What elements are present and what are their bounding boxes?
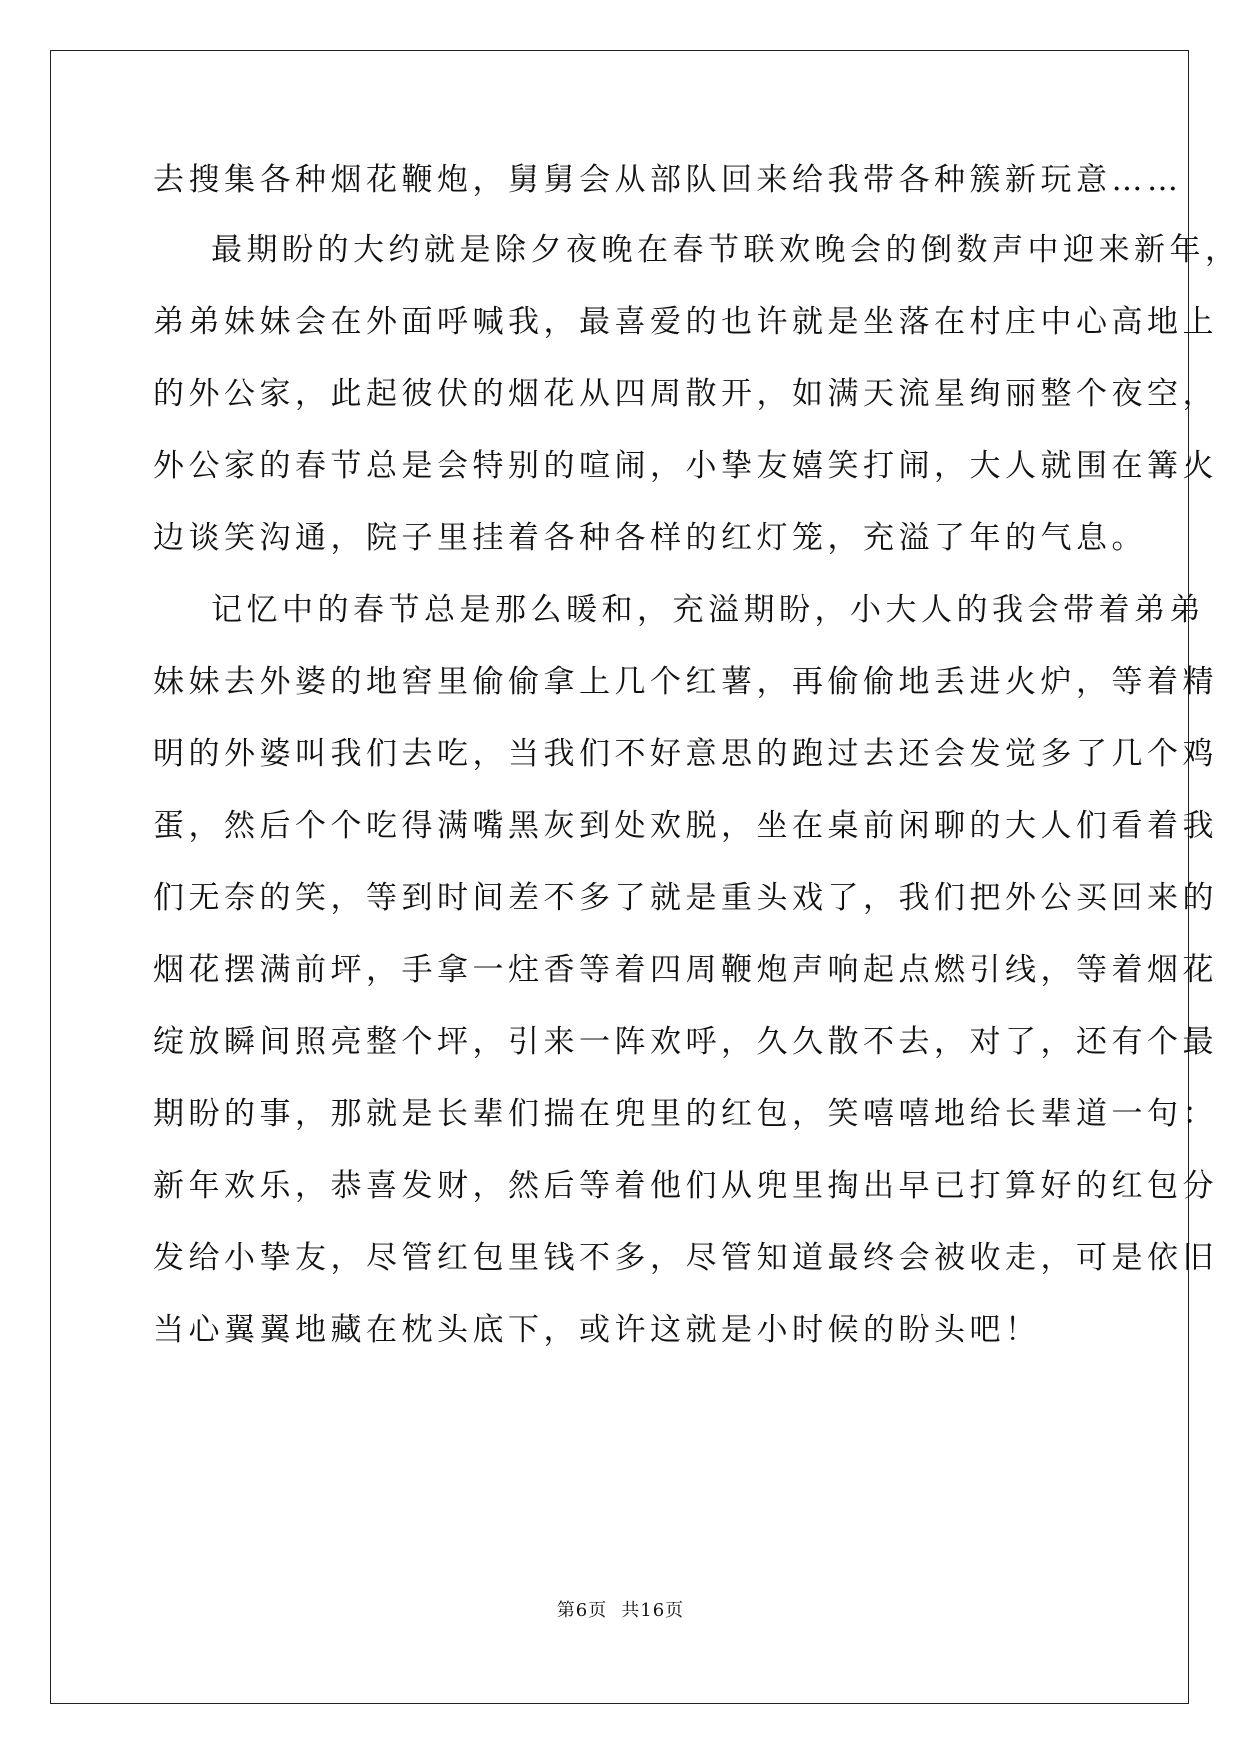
paragraph-line: 们无奈的笑，等到时间差不多了就是重头戏了，我们把外公买回来的 bbox=[153, 880, 1218, 916]
paragraph-line: 的外公家，此起彼伏的烟花从四周散开，如满天流星绚丽整个夜空， bbox=[153, 376, 1218, 412]
paragraph-line: 最期盼的大约就是除夕夜晚在春节联欢晚会的倒数声中迎来新年， bbox=[211, 232, 1241, 268]
paragraph-line: 去搜集各种烟花鞭炮，舅舅会从部队回来给我带各种簇新玩意…… bbox=[153, 162, 1183, 198]
paragraph-line: 明的外婆叫我们去吃，当我们不好意思的跑过去还会发觉多了几个鸡 bbox=[153, 736, 1218, 772]
paragraph-line: 当心翼翼地藏在枕头底下，或许这就是小时候的盼头吧！ bbox=[153, 1312, 1041, 1348]
page-number: 第6页 bbox=[556, 1600, 608, 1621]
paragraph-line: 期盼的事，那就是长辈们揣在兜里的红包，笑嘻嘻地给长辈道一句： bbox=[153, 1096, 1218, 1132]
page-total: 共16页 bbox=[621, 1600, 685, 1621]
paragraph-line: 绽放瞬间照亮整个坪，引来一阵欢呼，久久散不去，对了，还有个最 bbox=[153, 1024, 1218, 1060]
paragraph-line: 弟弟妹妹会在外面呼喊我，最喜爱的也许就是坐落在村庄中心高地上 bbox=[153, 304, 1218, 340]
page-footer bbox=[0, 1599, 1241, 1623]
paragraph-line: 外公家的春节总是会特别的喧闹，小挚友嬉笑打闹，大人就围在篝火 bbox=[153, 448, 1218, 484]
paragraph-line: 蛋，然后个个吃得满嘴黑灰到处欢脱，坐在桌前闲聊的大人们看着我 bbox=[153, 808, 1218, 844]
paragraph-line: 烟花摆满前坪，手拿一炷香等着四周鞭炮声响起点燃引线，等着烟花 bbox=[153, 952, 1218, 988]
paragraph-line: 发给小挚友，尽管红包里钱不多，尽管知道最终会被收走，可是依旧 bbox=[153, 1240, 1218, 1276]
page-border bbox=[50, 50, 1189, 1704]
paragraph-line: 记忆中的春节总是那么暖和，充溢期盼，小大人的我会带着弟弟 bbox=[211, 592, 1205, 628]
paragraph-line: 新年欢乐，恭喜发财，然后等着他们从兜里掏出早已打算好的红包分 bbox=[153, 1168, 1218, 1204]
paragraph-line: 边谈笑沟通，院子里挂着各种各样的红灯笼，充溢了年的气息。 bbox=[153, 520, 1147, 556]
paragraph-line: 妹妹去外婆的地窖里偷偷拿上几个红薯，再偷偷地丢进火炉，等着精 bbox=[153, 664, 1218, 700]
